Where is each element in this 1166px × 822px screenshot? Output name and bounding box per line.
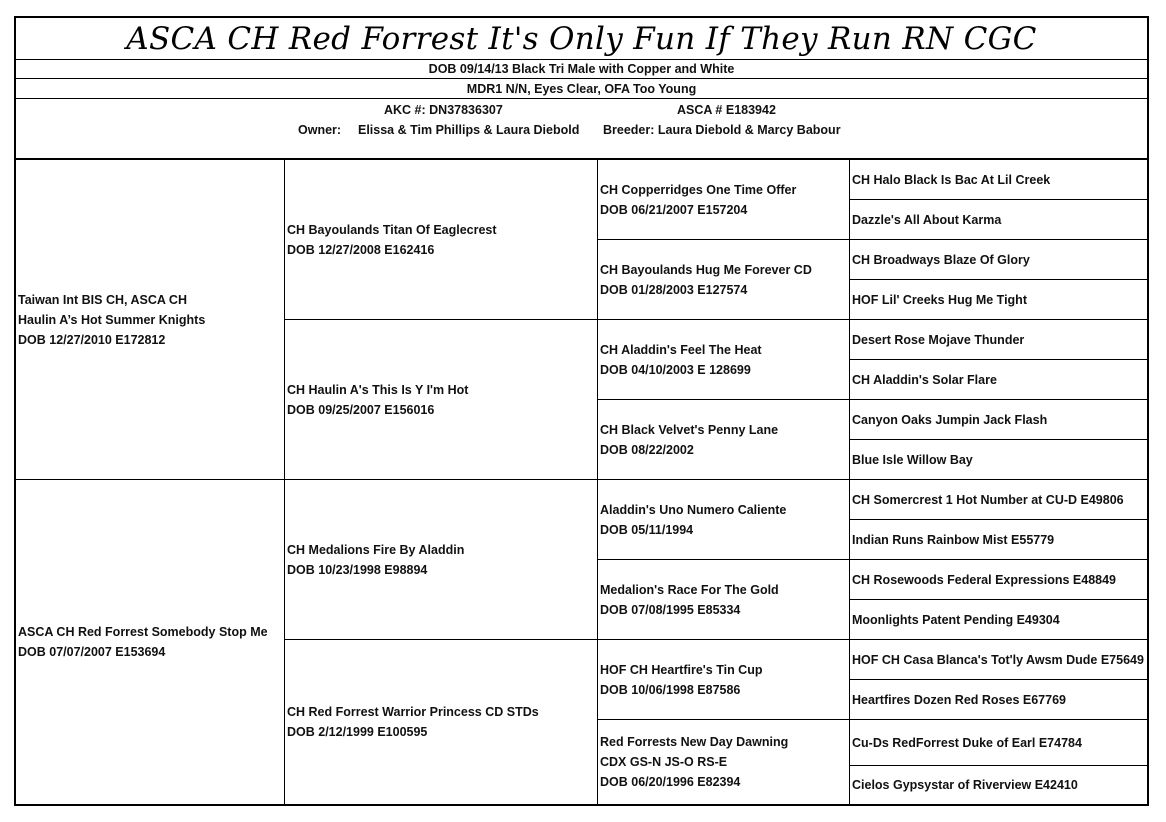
ancestor-name: HOF CH Casa Blanca's Tot'ly Awsm Dude E75649 (852, 652, 1144, 667)
gen1-ancestor-cell (16, 160, 285, 480)
ancestor-name: CH Copperridges One Time Offer (600, 182, 797, 197)
ancestor-name: CH Red Forrest Warrior Princess CD STDs (287, 705, 539, 719)
gen2-ancestor-cell (285, 160, 598, 320)
ancestor-name: CH Black Velvet's Penny Lane (600, 422, 779, 437)
ancestor-name: Taiwan Int BIS CH, ASCA CH (18, 292, 187, 307)
ancestor-name: ASCA CH Red Forrest Somebody Stop Me (18, 625, 268, 639)
dog-title: ASCA CH Red Forrest It's Only Fun If They Run RN CGC (16, 18, 1147, 60)
gen4-ancestor-cell (850, 280, 1147, 320)
dob-line: DOB 09/14/13 Black Tri Male with Copper and White (16, 60, 1147, 79)
ancestor-dob: DOB 12/27/2010 E172812 (18, 332, 166, 347)
ancestor-name: CH Bayoulands Hug Me Forever CD (600, 262, 812, 277)
gen2-ancestor-cell (285, 640, 598, 804)
ancestor-name: CH Medalions Fire By Aladdin (287, 542, 465, 557)
ancestor-name: CH Bayoulands Titan Of Eaglecrest (287, 222, 497, 237)
asca-number: ASCA # E183942 (677, 103, 776, 117)
ancestor-name: CH Aladdin's Feel The Heat (600, 342, 762, 357)
ancestor-name: Canyon Oaks Jumpin Jack Flash (852, 412, 1048, 427)
health-line: MDR1 N/N, Eyes Clear, OFA Too Young (16, 79, 1147, 99)
ancestor-name: Heartfires Dozen Red Roses E67769 (852, 692, 1066, 707)
ancestor-name: Desert Rose Mojave Thunder (852, 332, 1025, 347)
gen4-ancestor-cell (850, 360, 1147, 400)
ancestor-name: Haulin A’s Hot Summer Knights (18, 312, 206, 327)
ancestor-dob: DOB 05/11/1994 (600, 522, 694, 537)
ancestor-name: CH Broadways Blaze Of Glory (852, 252, 1030, 267)
gen2-ancestor-cell (285, 320, 598, 480)
akc-number: AKC #: DN37836307 (384, 103, 503, 117)
ancestor-name: Dazzle's All About Karma (852, 212, 1002, 227)
gen4-ancestor-cell (850, 600, 1147, 640)
gen4-ancestor-cell (850, 680, 1147, 720)
ancestor-name: Indian Runs Rainbow Mist E55779 (852, 532, 1055, 547)
ancestor-name: CH Haulin A's This Is Y I'm Hot (287, 382, 469, 397)
pedigree-sheet (14, 16, 1149, 806)
gen4-ancestor-cell (850, 440, 1147, 480)
ancestor-dob: DOB 09/25/2007 E156016 (287, 402, 435, 417)
gen4-ancestor-cell (850, 766, 1147, 804)
registration-block (16, 99, 1147, 160)
ancestor-dob: DOB 01/28/2003 E127574 (600, 282, 748, 297)
gen3-ancestor-cell (598, 560, 850, 640)
owner-names: Elissa & Tim Phillips & Laura Diebold (358, 123, 580, 137)
gen4-ancestor-cell (850, 160, 1147, 200)
gen4-ancestor-cell (850, 480, 1147, 520)
gen3-ancestor-cell (598, 640, 850, 720)
gen1-ancestor-cell (16, 480, 285, 804)
ancestor-name: Cu-Ds RedForrest Duke of Earl E74784 (852, 735, 1082, 750)
ancestor-dob: DOB 08/22/2002 (600, 442, 694, 457)
gen4-ancestor-cell (850, 320, 1147, 360)
gen2-ancestor-cell (285, 480, 598, 640)
gen4-ancestor-cell (850, 240, 1147, 280)
ancestor-name: HOF Lil' Creeks Hug Me Tight (852, 292, 1027, 307)
gen4-ancestor-cell (850, 720, 1147, 766)
ancestor-name: CH Rosewoods Federal Expressions E48849 (852, 572, 1116, 587)
owner-label: Owner: (298, 123, 342, 137)
ancestor-dob: DOB 07/08/1995 E85334 (600, 602, 741, 617)
gen3-ancestor-cell (598, 320, 850, 400)
gen3-ancestor-cell (598, 160, 850, 240)
breeder-names: Breeder: Laura Diebold & Marcy Babour (603, 123, 841, 137)
gen3-ancestor-cell (598, 720, 850, 804)
ancestor-name: CH Halo Black Is Bac At Lil Creek (852, 172, 1051, 187)
ancestor-dob: DOB 06/20/1996 E82394 (600, 775, 741, 789)
ancestor-name: Cielos Gypsystar of Riverview E42410 (852, 778, 1078, 792)
ancestor-name: CDX GS-N JS-O RS-E (600, 755, 728, 769)
ancestor-name: HOF CH Heartfire's Tin Cup (600, 662, 763, 677)
ancestor-dob: DOB 12/27/2008 E162416 (287, 242, 435, 257)
gen4-ancestor-cell (850, 560, 1147, 600)
ancestor-name: Blue Isle Willow Bay (852, 452, 973, 467)
ancestor-name: CH Somercrest 1 Hot Number at CU-D E49806 (852, 492, 1124, 507)
ancestor-dob: DOB 06/21/2007 E157204 (600, 202, 748, 217)
gen3-ancestor-cell (598, 240, 850, 320)
gen3-ancestor-cell (598, 400, 850, 480)
ancestor-dob: DOB 2/12/1999 E100595 (287, 725, 428, 739)
ancestor-name: Medalion's Race For The Gold (600, 582, 779, 597)
gen4-ancestor-cell (850, 640, 1147, 680)
ancestor-name: Red Forrests New Day Dawning (600, 735, 789, 749)
gen4-ancestor-cell (850, 200, 1147, 240)
gen3-ancestor-cell (598, 480, 850, 560)
ancestor-dob: DOB 07/07/2007 E153694 (18, 645, 166, 659)
ancestor-dob: DOB 10/06/1998 E87586 (600, 682, 741, 697)
ancestor-name: Aladdin's Uno Numero Caliente (600, 502, 787, 517)
ancestor-name: Moonlights Patent Pending E49304 (852, 612, 1060, 627)
gen4-ancestor-cell (850, 520, 1147, 560)
ancestor-dob: DOB 04/10/2003 E 128699 (600, 362, 751, 377)
ancestor-dob: DOB 10/23/1998 E98894 (287, 562, 428, 577)
ancestor-name: CH Aladdin's Solar Flare (852, 372, 997, 387)
gen4-ancestor-cell (850, 400, 1147, 440)
